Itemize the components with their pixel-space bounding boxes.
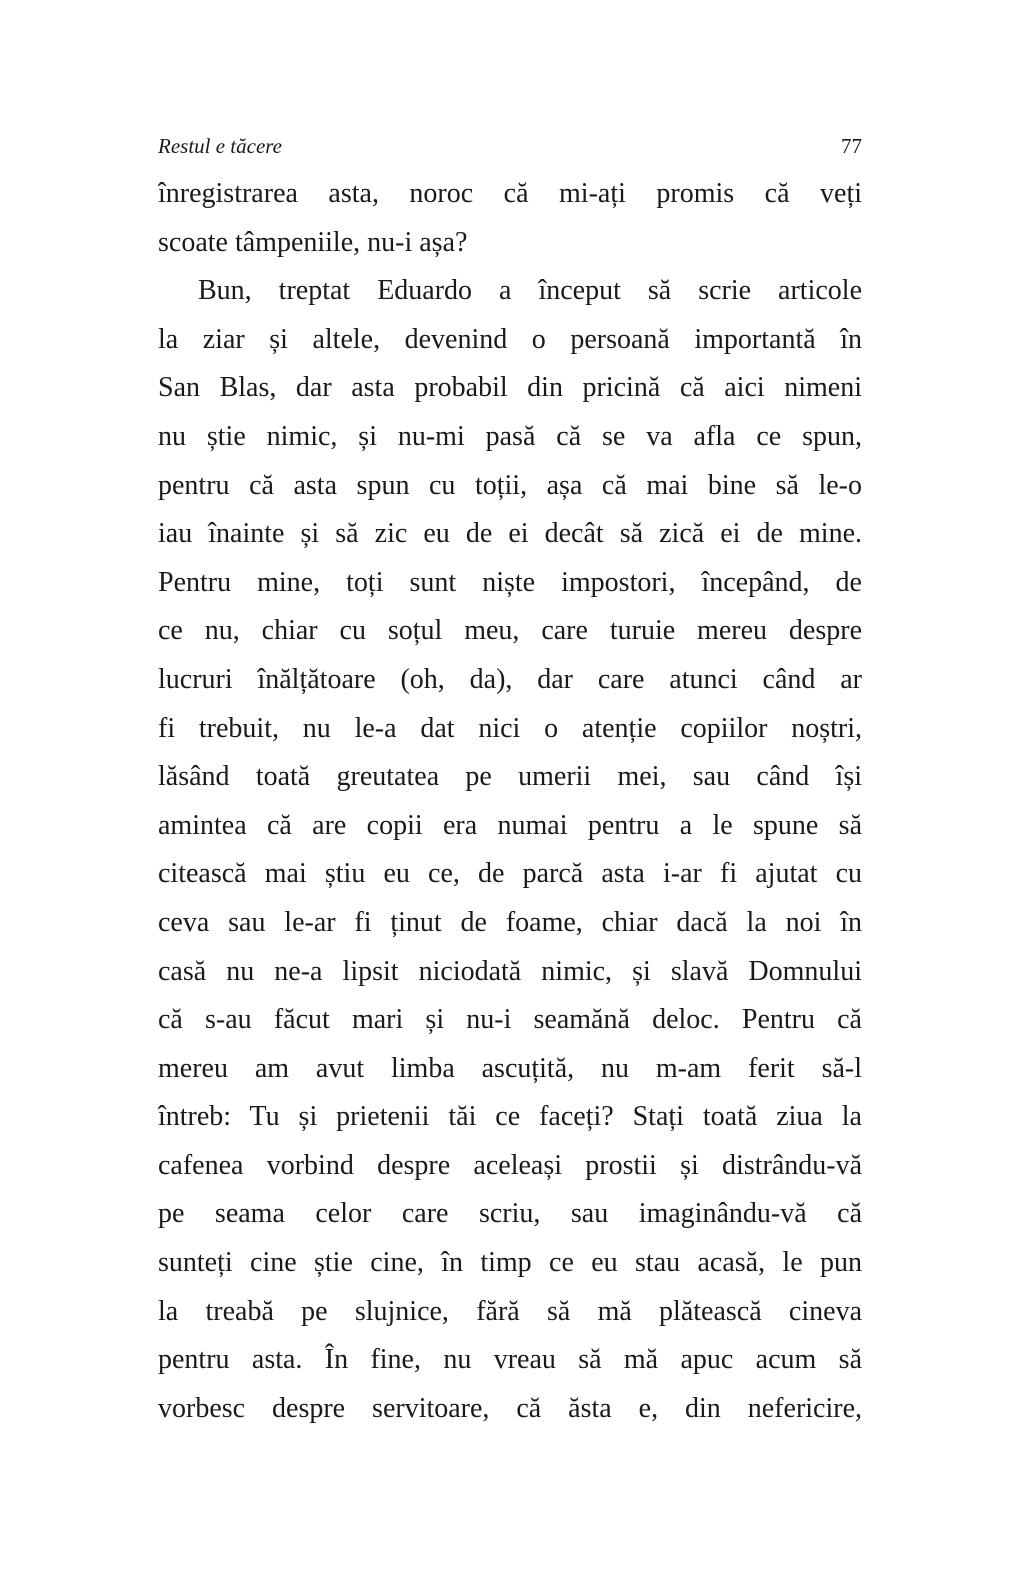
text-line: lăsând toată greutatea pe umerii mei, sau când își [158,761,862,793]
text-line: vorbesc despre servitoare, că ăsta e, din nefericire, [158,1392,862,1424]
text-line: scoate tâmpeniile, nu-i așa? [158,226,468,258]
text-line: San Blas, dar asta probabil din pricină că aici nimeni [158,372,862,404]
running-head [158,134,862,164]
page-number: 77 [841,134,862,158]
text-line: casă nu ne-a lipsit niciodată nimic, și slavă Domnului [158,955,862,987]
text-line: că s-au făcut mari și nu-i seamănă deloc. Pentru că [158,1004,862,1036]
text-line: ce nu, chiar cu soțul meu, care turuie mereu despre [158,615,862,647]
body-text [158,170,862,1433]
text-line: lucruri înălțătoare (oh, da), dar care atunci când ar [158,663,862,695]
text-line: înregistrarea asta, noroc că mi-ați promis că veți [158,178,862,209]
text-line: Pentru mine, toți sunt niște impostori, începând, de [158,566,862,598]
text-line: la ziar și altele, devenind o persoană importantă în [158,323,862,355]
text-line: amintea că are copii era numai pentru a le spune să [158,809,862,841]
text-line: fi trebuit, nu le-a dat nici o atenție copiilor noștri, [158,712,862,744]
text-line: mereu am avut limba ascuțită, nu m-am ferit să-l [158,1052,862,1084]
text-line: citească mai știu eu ce, de parcă asta i-ar fi ajutat cu [158,858,862,890]
text-line: cafenea vorbind despre aceleași prostii și distrându-vă [158,1149,862,1181]
text-line: iau înainte și să zic eu de ei decât să zică ei de mine. [158,518,862,550]
text-line: Bun, treptat Eduardo a început să scrie articole [198,275,862,307]
text-line: ceva sau le-ar fi ținut de foame, chiar dacă la noi în [158,906,862,938]
text-line: nu știe nimic, și nu-mi pasă că se va afla ce spun, [158,420,862,452]
text-line: pentru asta. În fine, nu vreau să mă apuc acum să [158,1344,862,1376]
text-line: pentru că asta spun cu toții, așa că mai bine să le-o [158,469,862,501]
text-line: pe seama celor care scriu, sau imaginându-vă că [158,1198,862,1230]
text-line: întreb: Tu și prietenii tăi ce faceți? Stați toată ziua la [158,1101,862,1133]
text-line: sunteți cine știe cine, în timp ce eu stau acasă, le pun [158,1247,862,1279]
text-line: la treabă pe slujnice, fără să mă plătească cineva [158,1295,862,1327]
book-title: Restul e tăcere [158,134,283,158]
